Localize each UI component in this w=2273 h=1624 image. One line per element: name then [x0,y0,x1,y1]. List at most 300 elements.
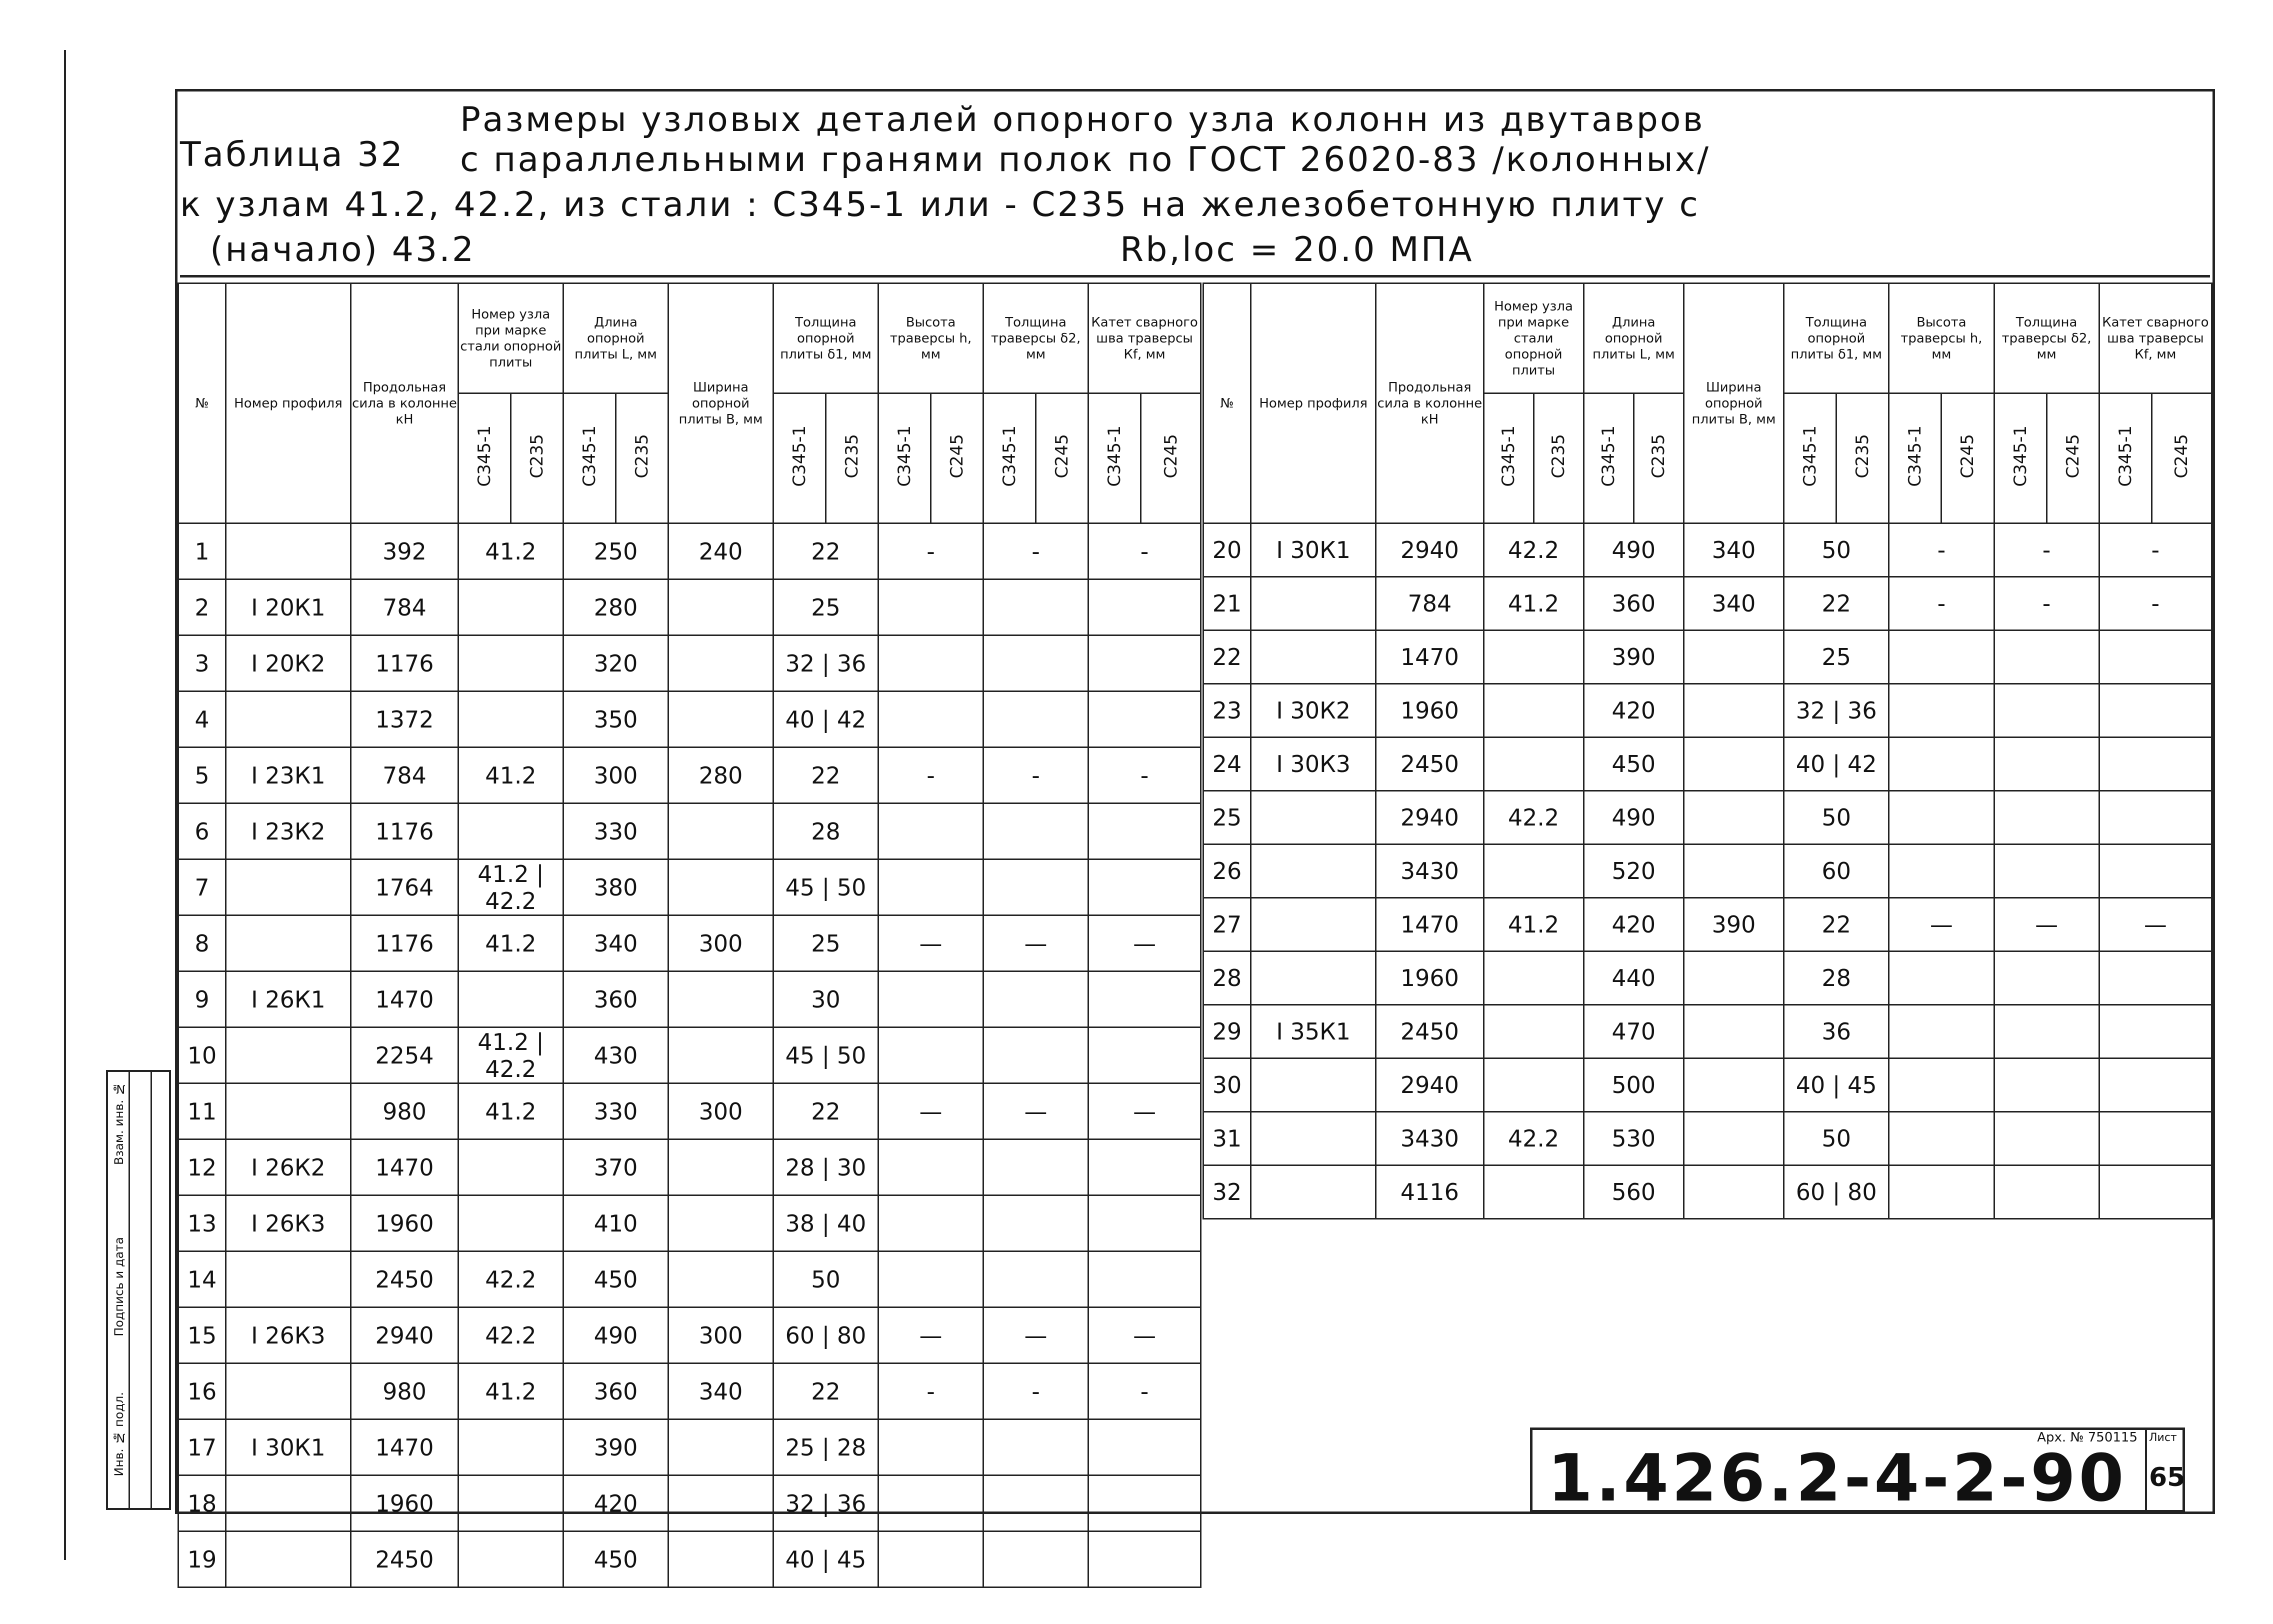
width-cell [1684,791,1784,844]
width-cell: 390 [1684,898,1784,952]
steel-a: С345-1 [774,394,826,524]
row-number: 8 [178,916,226,972]
height-cell [1889,1112,1994,1166]
force-cell: 2450 [1376,1005,1484,1058]
trav-thick-cell [984,804,1088,860]
table-row [178,972,1201,1028]
thickness-cell: 22 [774,524,878,580]
length-cell: 360 [1584,577,1684,630]
weld-cell [1088,860,1201,916]
force-cell: 2450 [1376,738,1484,791]
force-cell: 3430 [1376,1112,1484,1166]
force-cell: 2450 [351,1532,458,1588]
node-cell [458,1420,564,1476]
height-cell: - [1889,577,1994,630]
weld-cell [1088,636,1201,692]
header-height: Высота траверсы h, мм [1889,284,1994,394]
width-cell [668,1196,774,1252]
thickness-cell: 28 [1784,952,1889,1005]
height-cell [878,636,984,692]
table-row [1204,738,2212,791]
row-number: 31 [1204,1112,1251,1166]
weld-cell [1088,1196,1201,1252]
table-row [1204,898,2212,952]
caption-line-4: Rb,loc = 20.0 МПА [1120,230,1474,270]
length-cell: 410 [564,1196,668,1252]
steel-a: С345-1 [1088,394,1141,524]
force-cell: 784 [351,748,458,804]
weld-cell: — [1088,1084,1201,1140]
steel-b-alt: С245 [1141,394,1201,524]
node-cell: 42.2 [458,1252,564,1308]
height-cell [878,1420,984,1476]
weld-cell [1088,692,1201,748]
height-cell [1889,738,1994,791]
trav-thick-cell [1994,738,2099,791]
table-row [178,692,1201,748]
caption-line-2: с параллельными гранями полок по ГОСТ 26020-83 /колонных/ [460,140,1711,180]
length-cell: 390 [564,1420,668,1476]
force-cell: 1470 [1376,898,1484,952]
row-number: 14 [178,1252,226,1308]
width-cell [1684,952,1784,1005]
table-row [178,1196,1201,1252]
table-row [1204,1166,2212,1219]
caption-line-1: Размеры узловых деталей опорного узла колонн из двутавров [460,100,1705,140]
row-number: 23 [1204,684,1251,738]
row-number: 17 [178,1420,226,1476]
row-number: 12 [178,1140,226,1196]
weld-cell [2099,1005,2212,1058]
table-row [1204,577,2212,630]
profile-cell [1251,898,1376,952]
height-cell [878,1476,984,1532]
width-cell [668,972,774,1028]
thickness-cell: 28 [774,804,878,860]
node-cell [458,1140,564,1196]
row-number: 1 [178,524,226,580]
trav-thick-cell [1994,1166,2099,1219]
row-number: 2 [178,580,226,636]
trav-thick-cell: - [984,748,1088,804]
steel-a: С345-1 [1784,394,1836,524]
row-number: 32 [1204,1166,1251,1219]
trav-thick-cell: - [1994,524,2099,577]
weld-cell: - [2099,524,2212,577]
node-cell [1484,952,1584,1005]
trav-thick-cell [1994,684,2099,738]
binding-line [64,50,66,1560]
node-cell [1484,1005,1584,1058]
force-cell: 392 [351,524,458,580]
row-number: 3 [178,636,226,692]
trav-thick-cell: - [984,524,1088,580]
table-row [178,580,1201,636]
height-cell: — [1889,898,1994,952]
thickness-cell: 22 [1784,898,1889,952]
thickness-cell: 22 [774,748,878,804]
row-number: 7 [178,860,226,916]
sheet-number: 65 [2149,1462,2186,1492]
row-number: 10 [178,1028,226,1084]
thickness-cell: 28 | 30 [774,1140,878,1196]
node-cell: 41.2 [458,1084,564,1140]
weld-cell [2099,630,2212,684]
node-cell: 41.2 | 42.2 [458,860,564,916]
node-cell: 41.2 [458,1364,564,1420]
steel-b-alt: С245 [1942,394,1994,524]
header-profile: Номер профиля [226,284,351,524]
trav-thick-cell [1994,952,2099,1005]
weld-cell: - [1088,1364,1201,1420]
length-cell: 340 [564,916,668,972]
weld-cell [2099,684,2212,738]
length-cell: 350 [564,692,668,748]
steel-b: С235 [1534,394,1584,524]
table-row [178,1532,1201,1588]
thickness-cell: 25 [774,580,878,636]
width-cell [1684,1005,1784,1058]
width-cell [668,860,774,916]
steel-b: С235 [1634,394,1684,524]
profile-cell: I 20К2 [226,636,351,692]
node-cell: 42.2 [458,1308,564,1364]
profile-cell: I 26К3 [226,1196,351,1252]
header-width: Ширина опорной плиты В, мм [1684,284,1784,524]
width-cell [1684,630,1784,684]
node-cell [458,636,564,692]
width-cell [668,1420,774,1476]
thickness-cell: 22 [774,1364,878,1420]
table-row [178,636,1201,692]
weld-cell [2099,738,2212,791]
profile-cell [1251,1166,1376,1219]
row-number: 26 [1204,844,1251,898]
thickness-cell: 60 [1784,844,1889,898]
length-cell: 360 [564,1364,668,1420]
row-number: 18 [178,1476,226,1532]
width-cell: 300 [668,1308,774,1364]
length-cell: 420 [1584,684,1684,738]
table-row [178,1308,1201,1364]
height-cell: - [878,524,984,580]
thickness-cell: 50 [1784,524,1889,577]
weld-cell [1088,1476,1201,1532]
trav-thick-cell [984,972,1088,1028]
node-cell: 42.2 [1484,1112,1584,1166]
thickness-cell: 32 | 36 [774,636,878,692]
force-cell: 1960 [1376,684,1484,738]
length-cell: 450 [564,1532,668,1588]
table-row [1204,791,2212,844]
side-stamp [106,1070,171,1510]
height-cell: - [878,748,984,804]
trav-thick-cell [1994,1005,2099,1058]
weld-cell [2099,1058,2212,1112]
length-cell: 250 [564,524,668,580]
trav-thick-cell [984,1028,1088,1084]
profile-cell: I 35К1 [1251,1005,1376,1058]
trav-thick-cell [1994,791,2099,844]
row-number: 16 [178,1364,226,1420]
height-cell [1889,684,1994,738]
height-cell [878,1028,984,1084]
trav-thick-cell: — [984,1084,1088,1140]
length-cell: 490 [1584,791,1684,844]
row-number: 28 [1204,952,1251,1005]
force-cell: 1960 [351,1476,458,1532]
weld-cell: — [1088,1308,1201,1364]
thickness-cell: 50 [774,1252,878,1308]
width-cell [668,692,774,748]
width-cell: 340 [1684,577,1784,630]
width-cell [1684,1166,1784,1219]
weld-cell [1088,1028,1201,1084]
table-row [1204,844,2212,898]
height-cell [1889,1166,1994,1219]
thickness-cell: 50 [1784,791,1889,844]
node-cell [458,972,564,1028]
trav-thick-cell [984,692,1088,748]
profile-cell [1251,952,1376,1005]
trav-thick-cell: — [1994,898,2099,952]
length-cell: 450 [564,1252,668,1308]
steel-a: С345-1 [1484,394,1534,524]
trav-thick-cell: - [984,1364,1088,1420]
node-cell [1484,630,1584,684]
length-cell: 280 [564,580,668,636]
steel-b: С235 [616,394,668,524]
table-number: Таблица 32 [180,135,404,174]
steel-a: С345-1 [984,394,1036,524]
node-cell: 41.2 [458,524,564,580]
archive-number: Арх. № 750115 [2037,1430,2138,1445]
steel-b: С235 [511,394,564,524]
profile-cell [226,1364,351,1420]
right-table [1202,282,2212,1220]
weld-cell [2099,844,2212,898]
force-cell: 1470 [351,1420,458,1476]
profile-cell [226,1084,351,1140]
header-thickness: Толщина опорной плиты δ1, мм [774,284,878,394]
width-cell [1684,844,1784,898]
height-cell [878,1532,984,1588]
row-number: 22 [1204,630,1251,684]
node-cell: 41.2 [1484,577,1584,630]
header-height: Высота траверсы h, мм [878,284,984,394]
header-width: Ширина опорной плиты В, мм [668,284,774,524]
table-row [1204,952,2212,1005]
profile-cell: I 23К1 [226,748,351,804]
profile-cell: I 30К1 [1251,524,1376,577]
width-cell [668,636,774,692]
weld-cell [1088,804,1201,860]
force-cell: 2254 [351,1028,458,1084]
thickness-cell: 30 [774,972,878,1028]
width-cell [1684,738,1784,791]
length-cell: 520 [1584,844,1684,898]
trav-thick-cell [1994,1112,2099,1166]
length-cell: 390 [1584,630,1684,684]
header-profile: Номер профиля [1251,284,1376,524]
weld-cell [1088,1532,1201,1588]
height-cell [878,860,984,916]
node-cell [458,1532,564,1588]
trav-thick-cell [1994,844,2099,898]
steel-a: С345-1 [1994,394,2046,524]
node-cell [1484,1166,1584,1219]
thickness-cell: 40 | 45 [774,1532,878,1588]
length-cell: 300 [564,748,668,804]
force-cell: 2940 [1376,791,1484,844]
steel-a: С345-1 [458,394,511,524]
width-cell [668,804,774,860]
length-cell: 450 [1584,738,1684,791]
table-row [178,1084,1201,1140]
trav-thick-cell [984,636,1088,692]
side-stamp-inv: Инв. № подл. [112,1392,126,1476]
trav-thick-cell [984,580,1088,636]
length-cell: 420 [564,1476,668,1532]
header-length: Длина опорной плиты L, мм [564,284,668,394]
force-cell: 1470 [351,972,458,1028]
height-cell: - [878,1364,984,1420]
steel-a: С345-1 [1584,394,1634,524]
profile-cell: I 30К2 [1251,684,1376,738]
header-num: № [178,284,226,524]
weld-cell: — [2099,898,2212,952]
height-cell [878,692,984,748]
profile-cell [226,692,351,748]
table-row [1204,524,2212,577]
width-cell: 340 [668,1364,774,1420]
length-cell: 490 [564,1308,668,1364]
thickness-cell: 38 | 40 [774,1196,878,1252]
length-cell: 360 [564,972,668,1028]
document-code: 1.426.2-4-2-90 [1548,1440,2127,1516]
node-cell: 41.2 [1484,898,1584,952]
force-cell: 1960 [1376,952,1484,1005]
profile-cell: I 30К3 [1251,738,1376,791]
height-cell [1889,844,1994,898]
side-stamp-replace: Взам. инв. № [112,1082,126,1165]
force-cell: 2940 [351,1308,458,1364]
right-table-body [1204,524,2212,1219]
width-cell [668,1252,774,1308]
row-number: 6 [178,804,226,860]
trav-thick-cell [984,860,1088,916]
sheet-box [2145,1428,2185,1512]
width-cell [668,1028,774,1084]
trav-thick-cell [984,1140,1088,1196]
thickness-cell: 40 | 42 [774,692,878,748]
profile-cell [226,1252,351,1308]
header-force: Продольная сила в колонне кН [351,284,458,524]
profile-cell [1251,630,1376,684]
table-row [1204,684,2212,738]
length-cell: 370 [564,1140,668,1196]
steel-a: С345-1 [2099,394,2152,524]
weld-cell [2099,1166,2212,1219]
weld-cell [2099,791,2212,844]
row-number: 5 [178,748,226,804]
node-cell [1484,684,1584,738]
force-cell: 1372 [351,692,458,748]
table-row [1204,1058,2212,1112]
table-row [178,916,1201,972]
length-cell: 330 [564,1084,668,1140]
length-cell: 490 [1584,524,1684,577]
profile-cell [1251,844,1376,898]
table-row [1204,630,2212,684]
weld-cell [1088,972,1201,1028]
profile-cell [226,1532,351,1588]
title-block [1530,1428,2185,1516]
header-thickness: Толщина опорной плиты δ1, мм [1784,284,1889,394]
width-cell: 280 [668,748,774,804]
force-cell: 1176 [351,636,458,692]
force-cell: 1470 [351,1140,458,1196]
node-cell [1484,738,1584,791]
header-trav-thick: Толщина траверсы δ2, мм [984,284,1088,394]
thickness-cell: 40 | 42 [1784,738,1889,791]
width-cell [668,1532,774,1588]
width-cell [668,1140,774,1196]
profile-cell [1251,1058,1376,1112]
trav-thick-cell [984,1476,1088,1532]
table-row [178,860,1201,916]
table-row [1204,1005,2212,1058]
node-cell [458,1476,564,1532]
steel-a: С345-1 [878,394,931,524]
trav-thick-cell: — [984,1308,1088,1364]
row-number: 27 [1204,898,1251,952]
thickness-cell: 32 | 36 [1784,684,1889,738]
table-row [178,524,1201,580]
table-row [178,1028,1201,1084]
steel-a: С345-1 [1889,394,1942,524]
row-number: 4 [178,692,226,748]
table-row [178,1476,1201,1532]
height-cell [1889,630,1994,684]
trav-thick-cell [984,1252,1088,1308]
node-cell: 41.2 [458,748,564,804]
height-cell [878,1252,984,1308]
force-cell: 784 [351,580,458,636]
force-cell: 4116 [1376,1166,1484,1219]
side-stamp-sign: Подпись и дата [112,1237,126,1336]
length-cell: 530 [1584,1112,1684,1166]
trav-thick-cell [984,1532,1088,1588]
force-cell: 2450 [351,1252,458,1308]
row-number: 20 [1204,524,1251,577]
header-node: Номер узла при марке стали опорной плиты [1484,284,1584,394]
left-table [178,282,1202,1588]
height-cell [1889,952,1994,1005]
steel-b: С235 [826,394,878,524]
thickness-cell: 25 [774,916,878,972]
height-cell: — [878,916,984,972]
width-cell [668,1476,774,1532]
width-cell: 340 [1684,524,1784,577]
table-row [1204,1112,2212,1166]
height-cell [1889,1058,1994,1112]
header-num: № [1204,284,1251,524]
steel-b-alt: С245 [2046,394,2099,524]
profile-cell [226,524,351,580]
profile-cell [1251,1112,1376,1166]
weld-cell [1088,1140,1201,1196]
